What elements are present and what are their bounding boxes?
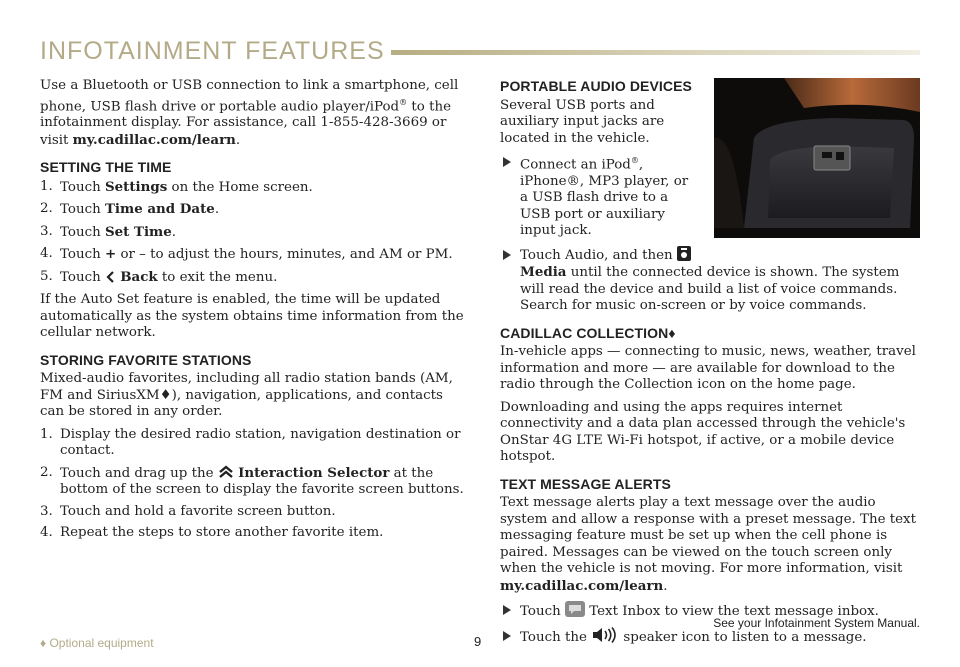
list-item: 2. Touch Time and Date. [40, 201, 220, 218]
speaker-icon [591, 627, 619, 643]
auto-set-note: If the Auto Set feature is enabled, the time will be updated automatically as the system obtains time information from the cellular network. [40, 292, 464, 341]
favorites-intro: Mixed-audio favorites, including all radio station bands (AM, FM and SiriusXM♦), navigation, applications, and contacts can be stored in any order. [40, 371, 453, 420]
list-item: Touch the speaker icon to listen to a message. [500, 627, 924, 647]
optional-diamond-icon: ♦ [159, 387, 172, 403]
list-item: Connect an iPod®, iPhone®, MP3 player, or a USB flash drive to a USB port or auxiliary input jack. [500, 153, 696, 240]
favorites-steps [40, 427, 464, 542]
bullet-arrow-icon [503, 605, 511, 615]
list-item: 2. Touch and drag up the Interaction Selector at the bottom of the screen to display the favorite screen buttons. [40, 464, 464, 498]
portable-audio-heading: PORTABLE AUDIO DEVICES [500, 78, 692, 94]
list-item: 4. Repeat the steps to store another favorite item. [40, 525, 384, 541]
list-item: 4. Touch + or – to adjust the hours, minutes, and AM or PM. [40, 246, 453, 263]
setting-time-heading: SETTING THE TIME [40, 159, 172, 176]
interaction-selector-icon [218, 465, 234, 479]
console-usb-photo [714, 78, 920, 238]
portable-intro: Several USB ports and auxiliary input jacks are located in the vehicle. [500, 97, 665, 146]
optional-equipment-note: ♦ Optional equipment [40, 636, 154, 650]
portable-top-block [500, 78, 696, 240]
page-number: 9 [474, 634, 482, 649]
optional-diamond-icon: ♦ [668, 324, 676, 341]
favorites-heading: STORING FAVORITE STATIONS [40, 351, 252, 368]
collection-paragraph-1: In-vehicle apps — connecting to music, news, weather, travel information and more — are available for download to the radio through the Collection icon on the home page. [500, 344, 916, 393]
list-item: 1. Touch Settings on the Home screen. [40, 178, 313, 195]
list-item: 5. Touch Back to exit the menu. [40, 268, 278, 285]
list-item: 3. Touch and hold a favorite screen button. [40, 503, 336, 519]
bullet-arrow-icon [503, 631, 511, 641]
learn-link[interactable]: my.cadillac.com/learn [500, 577, 664, 594]
manual-reference: See your Infotainment System Manual. [713, 616, 920, 630]
audio-source-icon [677, 246, 691, 261]
page-header [40, 36, 920, 66]
setting-time-steps [40, 179, 464, 287]
page-title: INFOTAINMENT FEATURES [40, 36, 385, 65]
learn-link[interactable]: my.cadillac.com/learn [72, 131, 236, 148]
plus-icon: + [104, 246, 117, 263]
list-item: 1. Display the desired radio station, navigation destination or contact. [40, 426, 461, 459]
list-item: Touch Audio, and then Media until the connected device is shown. The system will read the device and build a list of voice commands. Search for music on-screen or by voice commands. [500, 246, 924, 315]
header-rule [391, 50, 920, 55]
cadillac-collection-heading: CADILLAC COLLECTION [500, 324, 669, 341]
list-item: Touch Text Inbox to view the text message inbox. [500, 601, 924, 621]
intro-paragraph: Use a Bluetooth or USB connection to link a smartphone, cell phone, USB flash drive or portable audio player/iPod® to the infotainment display. For assistance, call 1-855-428-3669 or visit my.cadillac.com/learn. [40, 78, 459, 148]
bullet-arrow-icon [503, 250, 511, 260]
text-message-heading: TEXT MESSAGE ALERTS [500, 475, 671, 492]
bullet-arrow-icon [503, 157, 511, 167]
text-inbox-icon [565, 601, 585, 617]
left-column [40, 78, 464, 548]
collection-paragraph-2: Downloading and using the apps requires internet connectivity and a data plan accessed through the vehicle's OnStar 4G LTE Wi-Fi hotspot, if active, or a mobile device hotspot. [500, 399, 906, 465]
back-chevron-icon [105, 271, 116, 283]
text-message-paragraph: Text message alerts play a text message over the audio system and allow a response with a preset message. The text messaging feature must be set up when the cell phone is paired. Messages can be viewed on the touch screen only when the vehicle is not moving. For more information, visit my.cadillac.com/learn. [500, 495, 916, 594]
list-item: 3. Touch Set Time. [40, 223, 177, 240]
console-usb-photo-art [714, 78, 920, 238]
